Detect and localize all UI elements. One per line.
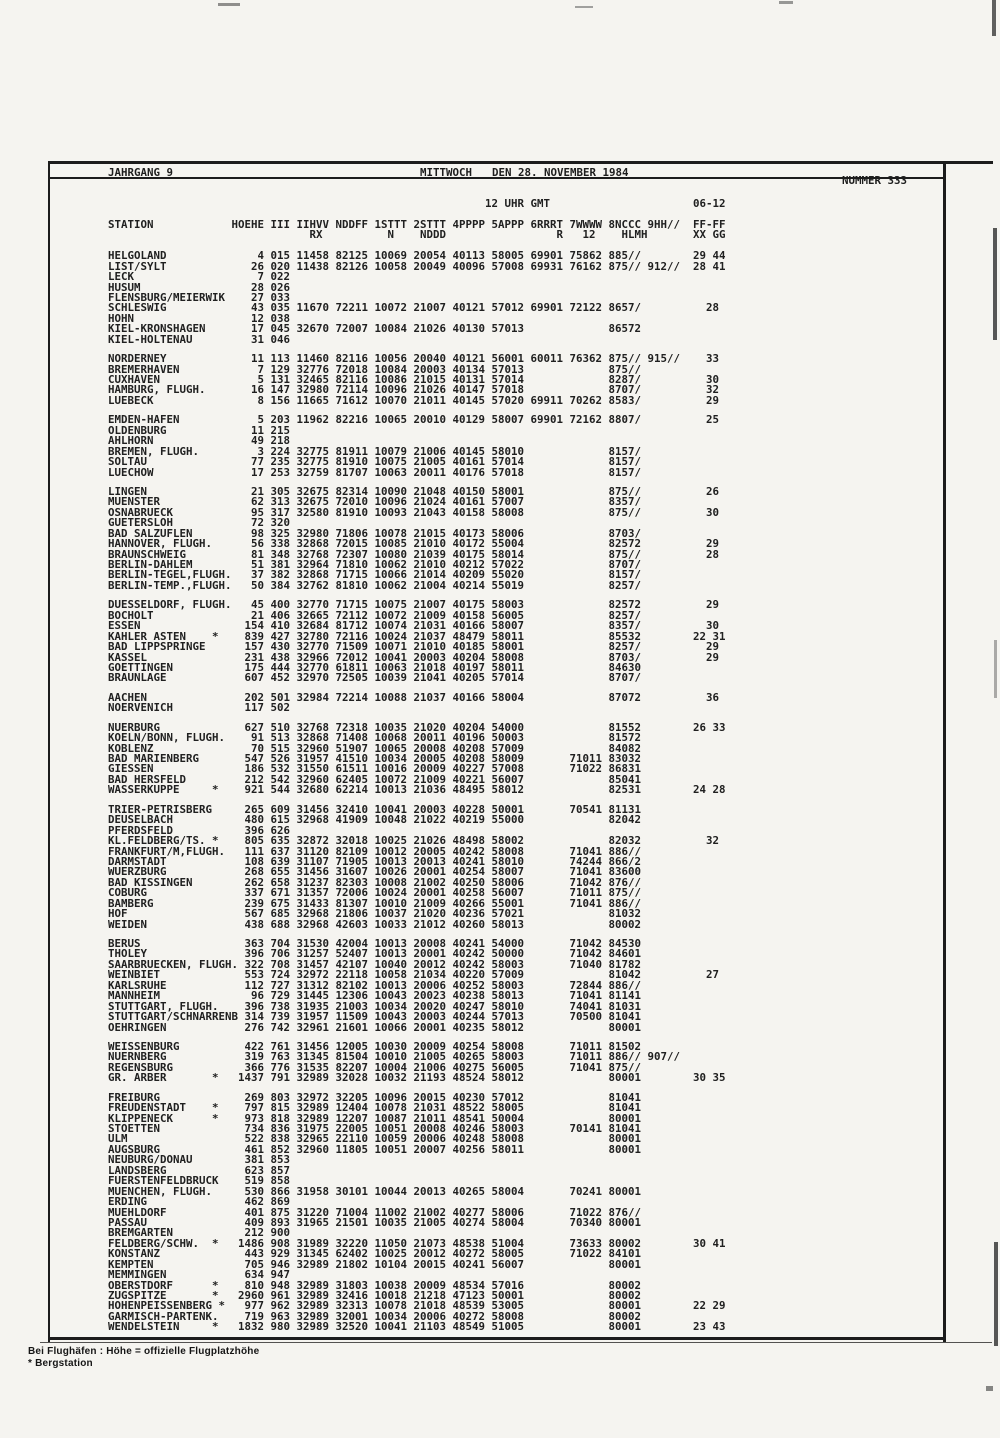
scan-artifact [986,1386,993,1391]
table-row: TRIER-PETRISBERG 265 609 31456 32410 10041 20003 40228 50001 70541 81131 [108,802,642,816]
table-row: AUGSBURG 461 852 32960 11805 10051 20007 40256 58011 80001 [108,1142,642,1156]
table-row: HANNOVER, FLUGH. 56 338 32868 72015 10085 21010 40172 55004 82572 29 [108,537,720,551]
footnote-airport-height: Bei Flughäfen : Höhe = offizielle Flugplatzhöhe [28,1346,260,1357]
masthead-date: DEN 28. NOVEMBER 1984 [492,166,629,179]
table-row: HAMBURG, FLUGH. 16 147 32980 72114 10096 21026 40147 57018 8707/ 32 [108,383,720,397]
table-row: BERLIN-TEGEL,FLUGH. 37 382 32868 71715 10066 21014 40209 55020 8157/ [108,568,642,582]
table-row: GIESSEN 186 532 31550 61511 10016 20009 40227 57008 71022 86831 [108,762,642,776]
table-row: MUENCHEN, FLUGH. 530 866 31958 30101 10044 20013 40265 58004 70241 80001 [108,1184,642,1198]
time-row: 12 UHR GMT 06-12 [108,197,726,210]
table-row: SOLTAU 77 235 32775 81910 10075 21005 40161 57014 8157/ [108,455,642,469]
document-border-left [48,161,50,1342]
table-row: KARLSRUHE 112 727 31312 82102 10013 20006 40252 58003 72844 886// [108,978,642,992]
table-row: MUENSTER 62 313 32675 72010 10096 21024 40161 57007 8357/ [108,495,642,509]
table-row: FELDBERG/SCHW. * 1486 908 31989 32220 11050 21073 48538 51004 73633 80002 30 41 [108,1236,726,1250]
table-row: ESSEN 154 410 32684 81712 10074 21031 40166 58007 8357/ 30 [108,619,720,633]
table-row: HELGOLAND 4 015 11458 82125 10069 20054 40113 58005 69901 75862 885// 29 44 [108,249,726,263]
table-row: BAD LIPPSPRINGE 157 430 32770 71509 10071 21010 40185 58001 8257/ 29 [108,640,720,654]
document-border-top [48,161,993,164]
masthead-jahrgang: JAHRGANG 9 [108,166,174,179]
table-row: BRAUNLAGE 607 452 32970 72505 10039 21041 40205 57014 8707/ [108,671,642,685]
table-row: NEUBURG/DONAU 381 853 [108,1153,291,1167]
table-row: BREMERHAVEN 7 129 32776 72018 10084 20003 40134 57013 875// [108,362,642,376]
table-row: ULM 522 838 32965 22110 10059 20006 40248 58008 80001 [108,1132,642,1146]
table-row: GOETTINGEN 175 444 32770 61811 10063 21018 40197 58011 84630 [108,660,642,674]
document-border-bottom-outer [40,1342,992,1344]
table-row: BAD HERSFELD 212 542 32960 62405 10072 21009 40221 56007 85041 [108,772,642,786]
scan-artifact [992,0,996,36]
table-row: OSNABRUECK 95 317 32580 81910 10093 21043 40158 58008 875// 30 [108,505,720,519]
table-row: ZUGSPITZE * 2960 961 32989 32416 10018 21218 47123 50001 80002 [108,1289,642,1302]
table-row: BAMBERG 239 675 31433 81307 10010 21009 40266 55001 71041 886// [108,896,642,910]
table-row: HUSUM 28 026 [108,280,291,294]
table-row: AHLHORN 49 218 [108,434,291,448]
table-row: KASSEL 231 438 32966 72012 10041 20003 40204 58008 8703/ 29 [108,650,720,664]
table-row: FREIBURG 269 803 32972 32205 10096 20015 40230 57012 81041 [108,1090,642,1104]
table-row: WEINBIET 553 724 32972 22118 10058 21034 40220 57009 81042 27 [108,968,720,982]
scan-artifact [575,6,593,8]
table-row: NORDERNEY 11 113 11460 82116 10056 20040 40121 56001 60011 76362 875// 915// 33 [108,352,720,366]
table-row: FLENSBURG/MEIERWIK 27 033 [108,290,291,304]
scan-artifact [994,640,997,698]
table-row: BAD SALZUFLEN 98 325 32980 71806 10078 21015 40173 58006 8703/ [108,526,642,540]
scan-artifact [779,1,793,4]
table-row: KAHLER ASTEN * 839 427 32780 72116 10024 21037 48479 58011 85532 22 31 [108,629,726,643]
table-row: STUTTGART/SCHNARRENB 314 739 31957 11509 10043 20003 40244 57013 70500 81041 [108,1010,642,1024]
scan-artifact [218,3,240,6]
table-row: MEMMINGEN 634 947 [108,1268,291,1282]
table-row: LUEBECK 8 156 11665 71612 10070 21011 40145 57020 69911 70262 8583/ 29 [108,393,720,407]
footnote-bergstation: * Bergstation [28,1358,93,1369]
table-row: OEHRINGEN 276 742 32961 21601 10066 20001 40235 58012 80001 [108,1020,642,1034]
table-row: WUERZBURG 268 655 31456 31607 10026 20001 40254 58007 71041 83600 [108,865,642,879]
table-row: FRANKFURT/M,FLUGH. 111 637 31120 82109 10012 20005 40242 58008 71041 886// [108,844,642,858]
table-row: WASSERKUPPE * 921 544 32680 62214 10013 21036 48495 58012 82531 24 28 [108,783,726,797]
table-row: KOBLENZ 70 515 32960 51907 10065 20008 40208 57009 84082 [108,741,642,755]
table-row: PFERDSFELD 396 626 [108,823,291,837]
table-row: DUESSELDORF, FLUGH. 45 400 32770 71715 10075 21007 40175 58003 82572 29 [108,598,720,612]
table-row: DARMSTADT 108 639 31107 71905 10013 20013 40241 58010 74244 866/2 [108,854,642,868]
table-row: HOHENPEISSENBERG * 977 962 32989 32313 10078 21018 48539 53005 80001 22 29 [108,1299,726,1313]
table-row: REGENSBURG 366 776 31535 82207 10004 21006 40275 56005 71041 875// [108,1060,642,1074]
table-row: KONSTANZ 443 929 31345 62402 10025 20012 40272 58005 71022 84101 [108,1247,642,1261]
table-row: OBERSTDORF * 810 948 32989 31803 10038 20009 48534 57016 80002 [108,1278,642,1292]
table-row: KOELN/BONN, FLUGH. 91 513 32868 71408 10068 20011 40196 50003 81572 [108,731,642,745]
table-row: WEISSENBURG 422 761 31456 12005 10030 20009 40254 58008 71011 81502 [108,1039,642,1053]
table-row: WEIDEN 438 688 32968 42603 10033 21012 40260 58013 80002 [108,917,642,931]
table-row: OLDENBURG 11 215 [108,423,291,437]
table-row: LIST/SYLT 26 020 11438 82126 10058 20049 40096 57008 69931 76162 875// 912// 28 41 [108,259,726,273]
table-row: NOERVENICH 117 502 [108,701,291,715]
table-row: MANNHEIM 96 729 31445 12306 10043 20023 40238 58013 71041 81141 [108,989,642,1003]
table-row: FUERSTENFELDBRUCK 519 858 [108,1174,291,1188]
table-header-row: STATION HOEHE III IIHVV NDDFF 1STTT 2STTT 4PPPP 5APPP 6RRRT 7WWWW 8NCCC 9HH// FF-FF [108,217,726,231]
table-row: ERDING 462 869 [108,1195,291,1209]
table-row: STOETTEN 734 836 31975 22005 10051 20008 40246 58003 70141 81041 [108,1122,642,1135]
document-border-right [943,161,946,1342]
table-row: BERLIN-TEMP.,FLUGH. 50 384 32762 81810 10062 21004 40214 55019 8257/ [108,578,642,592]
table-row: GUETERSLOH 72 320 [108,516,291,530]
table-row: BRAUNSCHWEIG 81 348 32768 72307 10080 21039 40175 58014 875// 28 [108,547,720,561]
table-row: CUXHAVEN 5 131 32465 82116 10086 21015 40131 57014 8287/ 30 [108,373,720,386]
table-row: KIEL-KRONSHAGEN 17 045 32670 72007 10084 21026 40130 57013 86572 [108,322,642,336]
table-row: HOF 567 685 32968 21806 10037 21020 40236 57021 81032 [108,907,642,921]
table-row: LANDSBERG 623 857 [108,1163,291,1177]
table-row: PASSAU 409 893 31965 21501 10035 21005 40274 58004 70340 80001 [108,1215,642,1229]
table-row: STUTTGART, FLUGH. 396 738 31935 21003 10034 20020 40247 58010 74041 81031 [108,999,642,1013]
table-row: GR. ARBER * 1437 791 32989 32028 10032 21193 48524 58012 80001 30 35 [108,1071,726,1085]
table-row: LUECHOW 17 253 32759 81707 10063 20011 40176 57018 8157/ [108,465,642,479]
table-row: SAARBRUECKEN, FLUGH. 322 708 31457 42107 10040 20012 40242 58003 71040 81782 [108,957,642,971]
station-data-table [108,199,828,1333]
table-row: COBURG 337 671 31357 72006 10024 20001 40258 56007 71011 875// [108,886,642,900]
table-row: BREMEN, FLUGH. 3 224 32775 81911 10079 21006 40145 58010 8157/ [108,444,642,458]
table-row: AACHEN 202 501 32984 72214 10088 21037 40166 58004 87072 36 [108,690,720,704]
table-row: WENDELSTEIN * 1832 980 32989 32520 10041 21103 48549 51005 80001 23 43 [108,1320,726,1334]
table-row: DEUSELBACH 480 615 32968 41909 10048 21022 40219 55000 82042 [108,813,642,827]
document-border-bottom [48,1337,945,1340]
table-row: EMDEN-HAFEN 5 203 11962 82216 10065 20010 40129 58007 69901 72162 8807/ 25 [108,413,720,427]
scan-artifact [993,228,997,340]
scan-artifact [994,1242,998,1346]
table-row: NUERNBERG 319 763 31345 81504 10010 21005 40265 58003 71011 886// 907// [108,1050,681,1064]
table-row: LECK 7 022 [108,270,291,284]
table-row: LINGEN 21 305 32675 82314 10090 21048 40150 58001 875// 26 [108,484,720,498]
table-row: KL.FELDBERG/TS. * 805 635 32872 32018 10025 21026 48498 58002 82032 32 [108,834,720,848]
table-row: GARMISCH-PARTENK. 719 963 32989 32001 10034 20006 40272 58008 80002 [108,1309,642,1323]
table-row: BAD MARIENBERG 547 526 31957 41510 10034 20005 40208 58009 71011 83032 [108,752,642,765]
masthead-weekday: MITTWOCH [420,166,473,179]
table-row: SCHLESWIG 43 035 11670 72211 10072 21007 40121 57012 69901 72122 8657/ 28 [108,301,720,315]
table-row: KLIPPENECK * 973 818 32989 12207 10087 21011 48541 50004 80001 [108,1111,642,1125]
table-row: NUERBURG 627 510 32768 72318 10035 21020 40204 54000 81552 26 33 [108,720,726,734]
table-row: HOHN 12 038 [108,311,291,325]
table-row: KEMPTEN 705 946 32989 21802 10104 20015 40241 56007 80001 [108,1257,642,1271]
table-row: BERLIN-DAHLEM 51 381 32964 71810 10062 21010 40212 57022 8707/ [108,558,642,571]
table-row: BREMGARTEN 212 900 [108,1226,291,1240]
table-row: BOCHOLT 21 406 32665 72112 10072 21009 40158 56005 8257/ [108,608,642,622]
table-row: THOLEY 396 706 31257 52407 10013 20001 40242 50000 71042 84601 [108,947,642,961]
table-row: FREUDENSTADT * 797 815 32989 12404 10078 21031 48522 58005 81041 [108,1101,642,1115]
masthead-nummer: NUMMER 333 [842,174,908,187]
table-row: BAD KISSINGEN 262 658 31237 82303 10008 21002 40250 58006 71042 876// [108,875,642,889]
table-row: MUEHLDORF 401 875 31220 71004 11002 21002 40277 58006 71022 876// [108,1205,642,1219]
table-row: BERUS 363 704 31530 42004 10013 20008 40241 54000 71042 84530 [108,937,642,950]
table-row: KIEL-HOLTENAU 31 046 [108,332,291,346]
table-header-row: RX N NDDD R 12 HLMH XX GG [108,228,726,242]
